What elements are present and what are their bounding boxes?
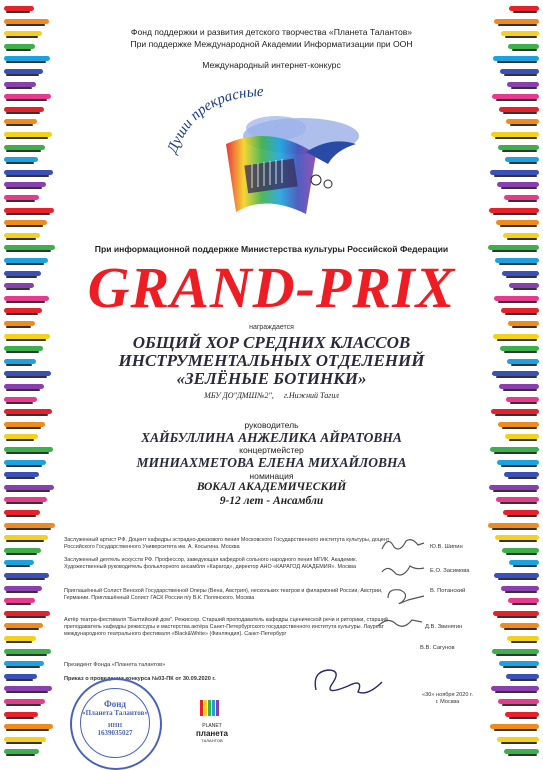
border-stripe-shadow: [497, 616, 537, 618]
award-title: GRAND-PRIX: [87, 255, 456, 320]
border-stripe-shadow: [6, 427, 41, 429]
jury-4-name: Д.В. Звинягин: [425, 624, 463, 630]
jury-2-name: Е.О. Засимова: [430, 568, 470, 574]
planet-logo-stripes: [194, 698, 230, 718]
border-stripe-shadow: [6, 439, 34, 441]
ministry-support-line: При информационной поддержке Министерства культуры Российской Федерации: [94, 244, 449, 254]
border-stripe-shadow: [6, 754, 35, 756]
school-info: [58, 391, 485, 400]
border-stripe-shadow: [6, 276, 37, 278]
border-stripe-shadow: [504, 74, 537, 76]
border-stripe: [4, 82, 36, 87]
nomination-value: ВОКАЛ АКАДЕМИЧЕСКИЙ: [196, 481, 347, 493]
recipient-line-2: ИНСТРУМЕНТАЛЬНЫХ ОТДЕЛЕНИЙ: [118, 351, 425, 370]
border-stripe-shadow: [498, 578, 537, 580]
border-stripe-shadow: [6, 74, 39, 76]
border-stripe-shadow: [509, 162, 537, 164]
border-stripe-shadow: [497, 61, 537, 63]
border-stripe-shadow: [6, 641, 32, 643]
signature-2: [378, 560, 428, 582]
border-stripe-shadow: [492, 250, 537, 252]
border-stripe-shadow: [6, 717, 34, 719]
left-decorative-border: [0, 0, 58, 768]
border-stripe: [4, 271, 41, 276]
accompanist-name: МИНИАХМЕТОВА ЕЛЕНА МИХАЙЛОВНА: [136, 455, 407, 470]
border-stripe-shadow: [505, 36, 537, 38]
border-stripe-shadow: [6, 364, 32, 366]
border-stripe-shadow: [511, 641, 537, 643]
president-name: В.В. Сагунов: [420, 645, 455, 651]
border-stripe-shadow: [6, 351, 39, 353]
rainbow-accordion-logo: [156, 84, 386, 226]
border-stripe-shadow: [493, 213, 537, 215]
border-stripe-shadow: [6, 24, 45, 26]
border-stripe-shadow: [6, 414, 48, 416]
president-label: Президент Фонда «Планета талантов»: [64, 662, 166, 668]
border-stripe-shadow: [502, 427, 537, 429]
border-stripe-shadow: [506, 553, 537, 555]
border-stripe-shadow: [6, 339, 46, 341]
border-stripe-shadow: [501, 187, 537, 189]
border-stripe-shadow: [496, 654, 537, 656]
border-stripe-shadow: [510, 679, 537, 681]
right-decorative-border: [485, 0, 543, 768]
border-stripe-shadow: [6, 628, 39, 630]
border-stripe-shadow: [6, 389, 40, 391]
border-stripe-shadow: [511, 87, 537, 89]
jury-4-description: Актёр театра-фестиваля "Балтийский дом". Режиссер. Старший преподаватель кафедры сценической речи и риторики, старший преподаватель кафедры режиссуры и мастерства актёра Санкт-Петербургского государственного института культуры. Лауреат международного театрального фестиваля «Black&White» (Финляндия). Санкт-Петербург: [64, 617, 388, 637]
border-stripe-shadow: [500, 225, 537, 227]
planet-logo-sub: ТАЛАНТОВ: [201, 738, 223, 743]
border-stripe: [507, 82, 539, 87]
signature-3: [382, 584, 428, 608]
border-stripe: [493, 334, 539, 339]
border-stripe-shadow: [6, 99, 47, 101]
border-stripe-shadow: [498, 301, 537, 303]
border-stripe: [505, 712, 539, 717]
recipient-line-1: ОБЩИЙ ХОР СРЕДНИХ КЛАССОВ: [132, 333, 411, 352]
border-stripe: [498, 145, 539, 150]
border-stripe-shadow: [497, 339, 537, 341]
border-stripe-shadow: [6, 326, 31, 328]
border-stripe-shadow: [503, 112, 537, 114]
nomination-label: номинация: [249, 471, 294, 481]
border-stripe-shadow: [508, 477, 537, 479]
border-stripe-shadow: [6, 603, 31, 605]
border-stripe-shadow: [509, 717, 537, 719]
border-stripe-shadow: [6, 175, 49, 177]
jury-3-name: В. Потанский: [430, 588, 466, 594]
organizer-header: [58, 26, 485, 50]
signature-1: [378, 533, 428, 555]
border-stripe-shadow: [501, 742, 537, 744]
president-signature: [308, 662, 388, 702]
stamp-line-2: «Планета Талантов»: [82, 709, 148, 717]
border-stripe-shadow: [510, 124, 537, 126]
border-stripe-shadow: [6, 213, 50, 215]
border-stripe: [492, 649, 539, 654]
organization-stamp: [70, 678, 162, 770]
stamp-inn-label: ИНН: [107, 723, 122, 729]
border-stripe: [497, 460, 539, 465]
border-stripe-shadow: [496, 99, 537, 101]
border-stripe-shadow: [6, 591, 38, 593]
border-stripe-shadow: [6, 452, 49, 454]
border-stripe-shadow: [6, 263, 44, 265]
border-stripe-shadow: [6, 11, 30, 13]
logo-arc-text: Души прекрасные: [164, 84, 264, 156]
school-name: МБУ ДО"ДМШ№2",: [204, 391, 274, 400]
border-stripe-shadow: [6, 578, 45, 580]
border-stripe-shadow: [6, 49, 31, 51]
border-stripe-shadow: [6, 376, 47, 378]
border-stripe-shadow: [6, 616, 46, 618]
border-stripe-shadow: [504, 351, 537, 353]
border-stripe-shadow: [496, 376, 537, 378]
border-stripe-shadow: [6, 87, 32, 89]
planet-talents-logo: [194, 698, 230, 748]
border-stripe-shadow: [508, 200, 537, 202]
border-stripe-shadow: [494, 452, 537, 454]
border-stripe-shadow: [498, 24, 537, 26]
border-stripe-shadow: [513, 565, 537, 567]
border-stripe-shadow: [504, 628, 537, 630]
border-stripe-shadow: [503, 389, 537, 391]
leader-label: руководитель: [244, 420, 299, 430]
border-stripe-shadow: [6, 288, 30, 290]
border-stripe: [4, 649, 51, 654]
border-stripe-shadow: [6, 704, 41, 706]
signature-4: [374, 612, 426, 634]
border-stripe-shadow: [6, 187, 42, 189]
border-stripe-shadow: [502, 150, 537, 152]
border-stripe: [4, 208, 54, 213]
border-stripe: [4, 19, 49, 24]
border-stripe-shadow: [494, 729, 537, 731]
border-stripe-shadow: [512, 603, 537, 605]
border-stripe-shadow: [6, 490, 50, 492]
border-stripe: [494, 19, 539, 24]
border-stripe: [4, 712, 38, 717]
order-reference: Приказ о проведении конкурса №03-ПК от 30.09.2020 г.: [64, 676, 216, 682]
border-stripe-shadow: [494, 175, 537, 177]
border-stripe: [502, 271, 539, 276]
border-stripe-shadow: [492, 528, 537, 530]
contest-logo: [156, 84, 386, 226]
border-stripe-shadow: [6, 150, 41, 152]
border-stripe-shadow: [499, 263, 537, 265]
border-stripe-shadow: [505, 313, 537, 315]
border-stripe-shadow: [6, 36, 38, 38]
jury-2-description: Заслуженный деятель искусств РФ. Профессор, заведующая кафедрой сольного народного пения МГИК. Академик. Художественный руководитель фольклорного ансамбля «Карагод», директор АНО «КАРАГОД АКАДЕМИЯ». Москва: [64, 557, 357, 570]
school-city: г.Нижний Тагил: [283, 391, 339, 400]
border-stripe-shadow: [6, 225, 43, 227]
border-stripe-shadow: [6, 540, 44, 542]
border-stripe-shadow: [6, 200, 35, 202]
border-stripe: [489, 208, 539, 213]
border-stripe-shadow: [6, 402, 33, 404]
border-stripe-shadow: [6, 465, 42, 467]
jury-1-description: Заслуженный артист РФ. Доцент кафедры эстрадно-джазового пения Московского Государственного института культуры, доцент Российского Государственного Университета им. А. Косыгина. Москва: [64, 537, 390, 550]
age-category: 9-12 лет - Ансамбли: [219, 495, 324, 507]
planet-logo-top: PLANET: [202, 723, 222, 729]
border-stripe-shadow: [6, 238, 36, 240]
border-stripe-shadow: [500, 502, 537, 504]
border-stripe-shadow: [6, 124, 33, 126]
border-stripe-shadow: [507, 515, 537, 517]
jury-3-description: Приглашённый Солист Венской Государственной Оперы (Вена, Австрия), нескольких театров и филармоний России, Австрии, Германии. Приглашённый Солист ГАСК России п/у В.К. Полянского. Москва: [64, 588, 383, 601]
border-stripe-shadow: [6, 553, 37, 555]
border-stripe-shadow: [507, 238, 537, 240]
border-stripe-shadow: [501, 465, 537, 467]
border-stripe-shadow: [6, 528, 51, 530]
border-stripe-shadow: [6, 742, 42, 744]
border-stripe: [488, 523, 539, 528]
border-stripe-shadow: [6, 691, 48, 693]
border-stripe: [506, 397, 539, 402]
recipient-line-3: «ЗЕЛЁНЫЕ БОТИНКИ»: [176, 369, 367, 388]
issue-date-block: [422, 692, 473, 706]
border-stripe-shadow: [506, 276, 537, 278]
border-stripe-shadow: [6, 112, 40, 114]
border-stripe-shadow: [505, 591, 537, 593]
border-stripe-shadow: [6, 477, 35, 479]
border-stripe-shadow: [495, 414, 537, 416]
planet-logo-main: планета: [196, 729, 228, 738]
border-stripe-shadow: [6, 162, 34, 164]
un-support-line: При поддержке Международной Академии Информатизации при ООН: [130, 39, 413, 49]
jury-1-name: Ю.В. Шипин: [430, 544, 463, 550]
border-stripe-shadow: [6, 313, 38, 315]
stamp-inner-ring: [80, 688, 150, 758]
border-stripe-shadow: [508, 754, 537, 756]
leader-name: ХАЙБУЛЛИНА АНЖЕЛИКА АЙРАТОВНА: [141, 430, 402, 445]
stamp-inn-number: 1639035027: [97, 729, 133, 737]
border-stripe: [4, 460, 46, 465]
border-stripe-shadow: [6, 666, 40, 668]
border-stripe-shadow: [499, 540, 537, 542]
border-stripe: [4, 586, 42, 591]
border-stripe-shadow: [6, 565, 30, 567]
border-stripe-shadow: [6, 137, 48, 139]
accompanist-label: концертмейстер: [239, 445, 304, 455]
stamp-line-1: Фонд: [104, 699, 126, 709]
border-stripe-shadow: [512, 49, 537, 51]
border-stripe-shadow: [511, 364, 537, 366]
issue-city: г. Москва: [435, 699, 460, 705]
recipient-name: [58, 334, 485, 388]
border-stripe-shadow: [509, 439, 537, 441]
border-stripe: [4, 145, 45, 150]
issue-date: «30» ноября 2020 г.: [422, 692, 473, 698]
border-stripe-shadow: [6, 502, 43, 504]
border-stripe-shadow: [495, 691, 537, 693]
border-stripe: [4, 523, 55, 528]
border-stripe-shadow: [510, 402, 537, 404]
border-stripe-shadow: [6, 301, 45, 303]
border-stripe-shadow: [503, 666, 537, 668]
border-stripe-shadow: [493, 490, 537, 492]
border-stripe-shadow: [6, 250, 51, 252]
fund-line: Фонд поддержки и развития детского творчества «Планета Талантов»: [130, 27, 413, 37]
border-stripe-shadow: [495, 137, 537, 139]
border-stripe: [4, 334, 50, 339]
border-stripe-shadow: [6, 654, 47, 656]
border-stripe-shadow: [6, 61, 46, 63]
border-stripe-shadow: [502, 704, 537, 706]
border-stripe-shadow: [513, 288, 537, 290]
border-stripe-shadow: [6, 679, 33, 681]
border-stripe-shadow: [512, 326, 537, 328]
contest-title: Международный интернет-конкурс: [202, 60, 341, 70]
border-stripe: [4, 397, 37, 402]
border-stripe: [501, 586, 539, 591]
border-stripe-shadow: [513, 11, 537, 13]
awarded-label: награждается: [249, 324, 294, 331]
border-stripe-shadow: [6, 729, 49, 731]
diploma-page: [58, 0, 485, 768]
border-stripe-shadow: [6, 515, 36, 517]
